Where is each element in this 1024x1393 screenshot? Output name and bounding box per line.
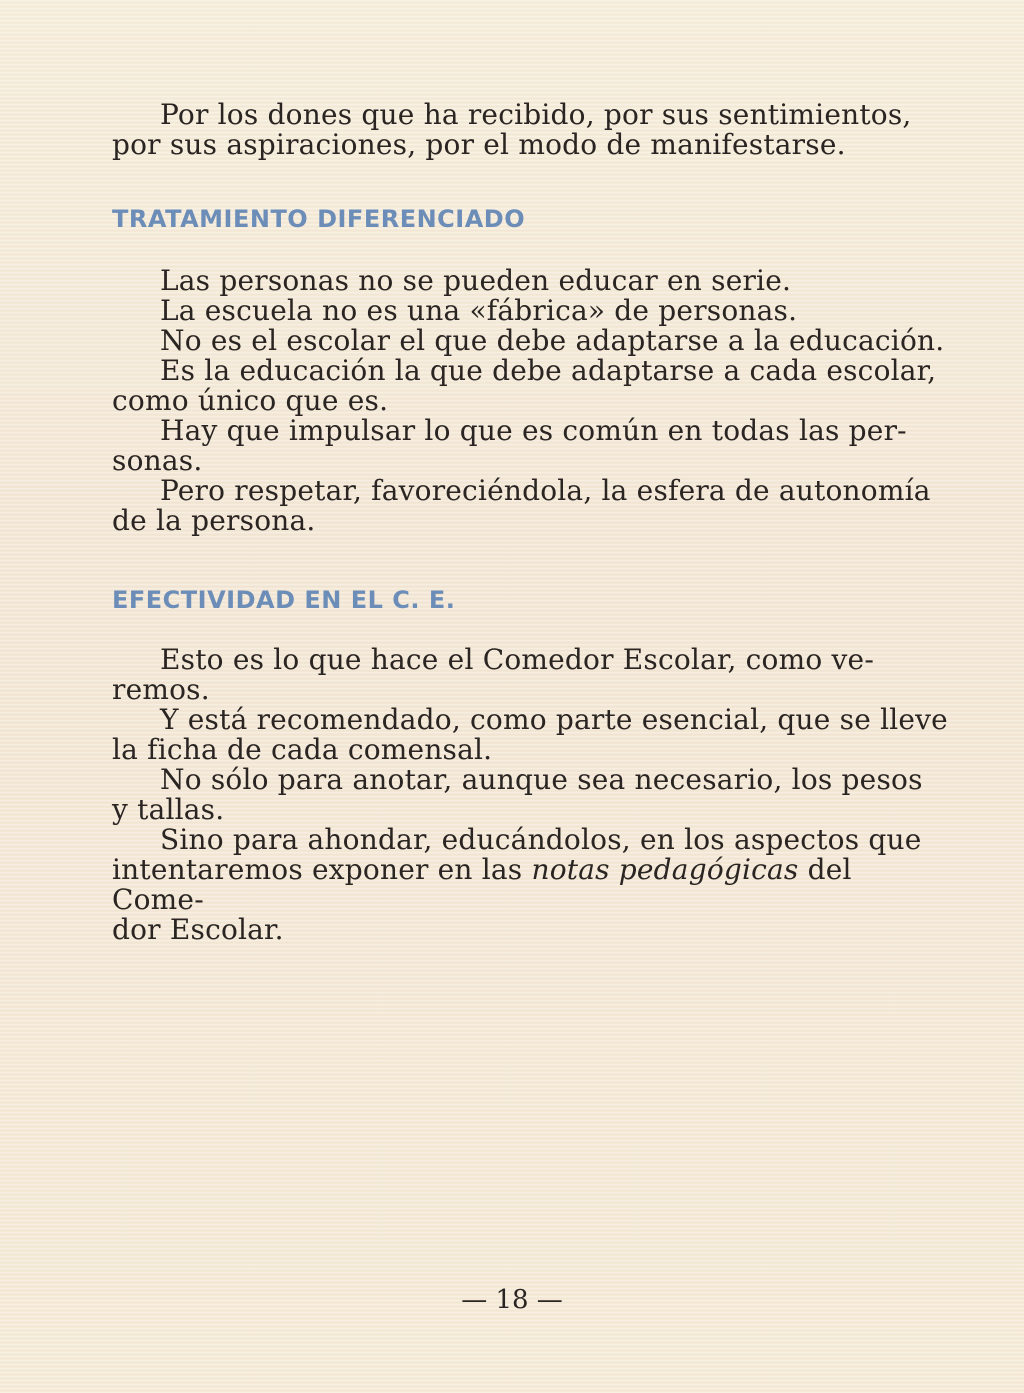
text-line: Esto es lo que hace el Comedor Escolar, como ve-	[160, 643, 874, 676]
text-line: Las personas no se pueden educar en serie.	[160, 264, 792, 297]
text-line: Hay que impulsar lo que es común en todas las per-	[160, 414, 907, 447]
text-line: Y está recomendado, como parte esencial, que se lleve	[160, 703, 948, 736]
text-line: No sólo para anotar, aunque sea necesario, los pesos	[160, 763, 923, 796]
text-line: y tallas.	[112, 793, 225, 826]
paragraph	[112, 326, 952, 356]
paragraph	[112, 356, 952, 416]
text-line	[112, 855, 952, 915]
text-line: No es el escolar el que debe adaptarse a la educación.	[160, 324, 945, 357]
paragraph	[112, 705, 952, 765]
text-line: dor Escolar.	[112, 913, 284, 946]
text-line: sonas.	[112, 444, 203, 477]
paragraph	[112, 765, 952, 825]
page-number: — 18 —	[461, 1285, 563, 1315]
section-heading-efectividad: EFECTIVIDAD EN EL C. E.	[112, 586, 456, 614]
paragraph	[112, 416, 952, 476]
text-line: la ficha de cada comensal.	[112, 733, 493, 766]
text-line: remos.	[112, 673, 210, 706]
paragraph	[112, 476, 952, 536]
paragraph	[112, 266, 952, 296]
paragraph	[112, 825, 952, 945]
text-line: como único que es.	[112, 384, 389, 417]
text-line: por sus aspiraciones, por el modo de manifestarse.	[112, 128, 846, 161]
section-heading-tratamiento: TRATAMIENTO DIFERENCIADO	[112, 205, 526, 233]
paragraph	[112, 296, 952, 326]
text-run: intentaremos exponer en las	[112, 853, 532, 886]
text-line: Es la educación la que debe adaptarse a cada escolar,	[160, 354, 937, 387]
text-line: La escuela no es una «fábrica» de personas.	[160, 294, 798, 327]
intro-paragraph	[112, 100, 952, 160]
text-line: Por los dones que ha recibido, por sus sentimientos,	[160, 98, 912, 131]
paragraph	[112, 645, 952, 705]
text-run: del Come-	[112, 853, 852, 916]
italic-text: notas pedagógicas	[531, 853, 799, 886]
text-line: Pero respetar, favoreciéndola, la esfera de autonomía	[160, 474, 931, 507]
text-line: Sino para ahondar, educándolos, en los aspectos que	[160, 823, 922, 856]
text-line: de la persona.	[112, 504, 316, 537]
